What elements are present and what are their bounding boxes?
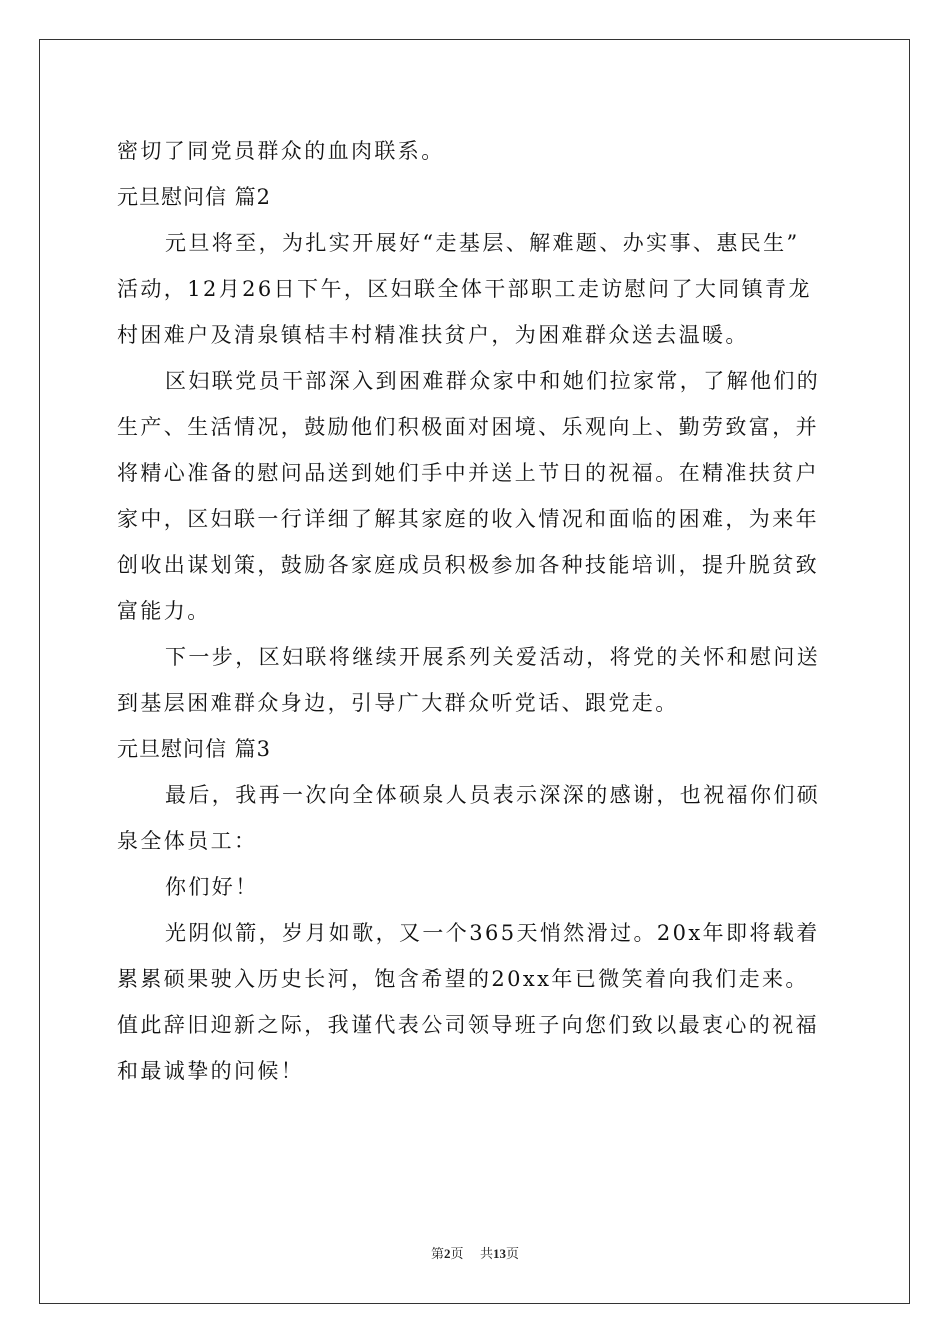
page-footer xyxy=(0,1245,950,1264)
text-line: 元旦将至，为扎实开展好“走基层、解难题、办实事、惠民生” xyxy=(165,231,800,255)
text-line: 活动，12月26日下午，区妇联全体干部职工走访慰问了大同镇青龙 xyxy=(117,277,812,301)
text-line: 最后，我再一次向全体硕泉人员表示深深的感谢，也祝福你们硕 xyxy=(165,783,821,807)
page-suffix: 页 xyxy=(450,1247,464,1262)
total-suffix: 页 xyxy=(506,1247,520,1262)
text-line: 生产、生活情况，鼓励他们积极面对困境、乐观向上、勤劳致富，并 xyxy=(117,415,819,439)
text-line: 到基层困难群众身边，引导广大群众听党话、跟党走。 xyxy=(117,691,679,715)
text-line: 光阴似箭，岁月如歌，又一个365天悄然滑过。20x年即将载着 xyxy=(165,921,820,945)
text-line: 区妇联党员干部深入到困难群众家中和她们拉家常，了解他们的 xyxy=(165,369,821,393)
text-line: 将精心准备的慰问品送到她们手中并送上节日的祝福。在精准扶贫户 xyxy=(117,461,819,485)
text-line: 村困难户及清泉镇桔丰村精准扶贫户，为困难群众送去温暖。 xyxy=(117,323,749,347)
text-line: 泉全体员工： xyxy=(117,829,258,853)
text-line: 家中，区妇联一行详细了解其家庭的收入情况和面临的困难，为来年 xyxy=(117,507,819,531)
text-line: 累累硕果驶入历史长河，饱含希望的20xx年已微笑着向我们走来。 xyxy=(117,967,809,991)
document-body xyxy=(117,128,837,1094)
section-heading: 元旦慰问信 篇3 xyxy=(117,737,272,761)
page-prefix: 第 xyxy=(430,1247,444,1262)
total-prefix: 共 xyxy=(480,1247,494,1262)
text-line: 下一步，区妇联将继续开展系列关爱活动，将党的关怀和慰问送 xyxy=(165,645,821,669)
text-line: 和最诚挚的问候！ xyxy=(117,1059,305,1083)
section-heading: 元旦慰问信 篇2 xyxy=(117,185,272,209)
text-line: 富能力。 xyxy=(117,599,211,623)
text-line: 你们好！ xyxy=(165,875,259,899)
page-number: 2 xyxy=(443,1246,451,1261)
text-line: 密切了同党员群众的血肉联系。 xyxy=(117,139,445,163)
text-line: 值此辞旧迎新之际，我谨代表公司领导班子向您们致以最衷心的祝福 xyxy=(117,1013,819,1037)
total-pages: 13 xyxy=(493,1246,507,1261)
text-line: 创收出谋划策，鼓励各家庭成员积极参加各种技能培训，提升脱贫致 xyxy=(117,553,819,577)
